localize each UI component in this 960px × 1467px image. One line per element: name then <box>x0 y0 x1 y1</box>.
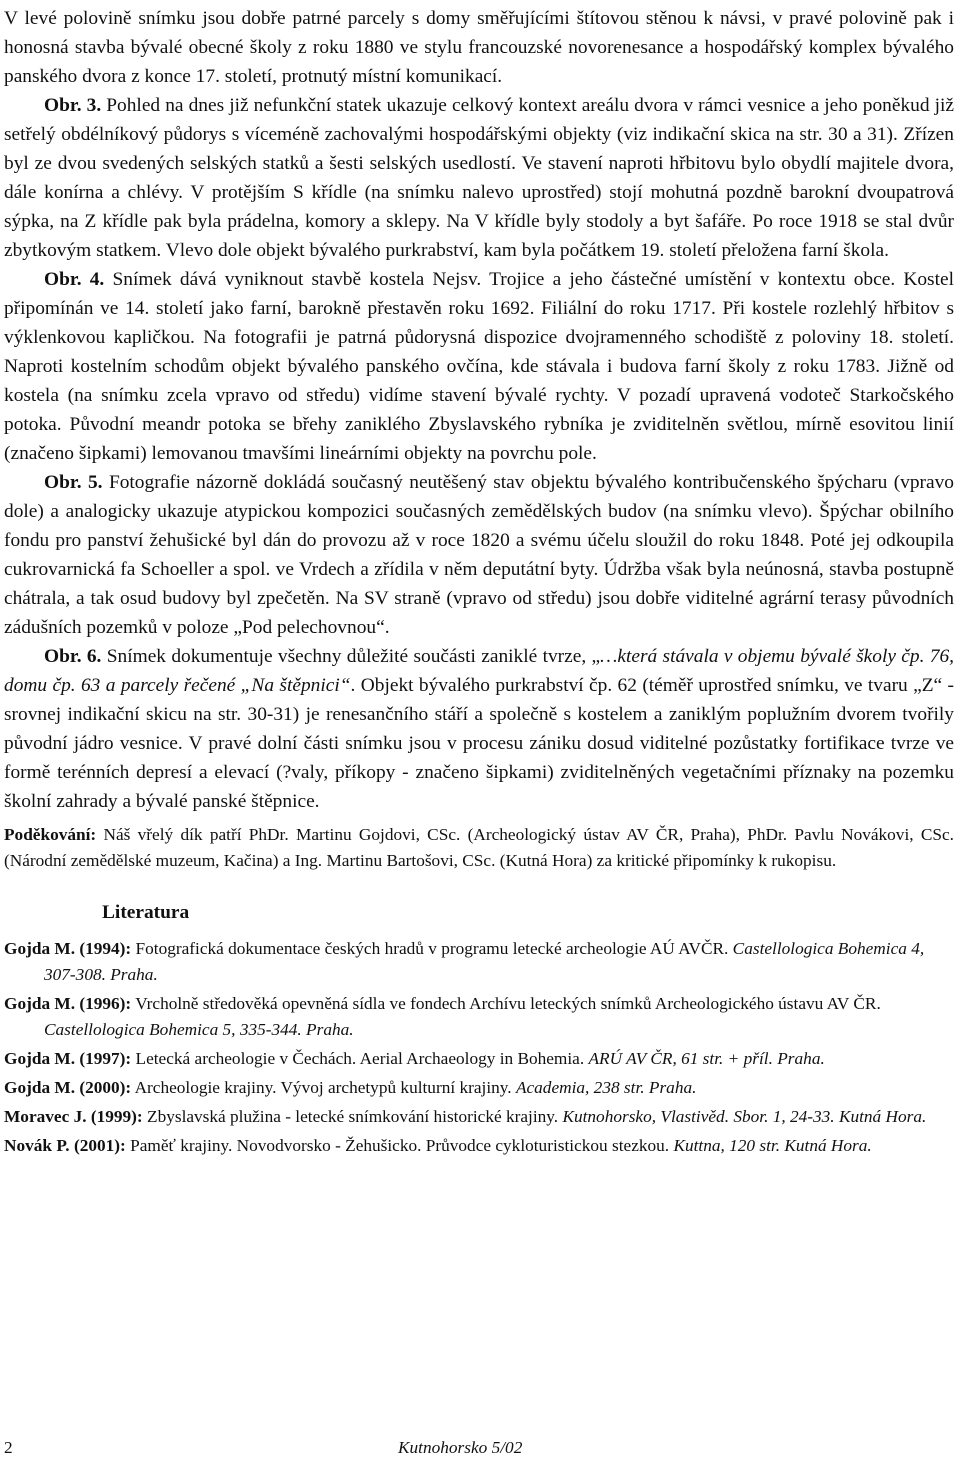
acknowledgement-text: Náš vřelý dík patří PhDr. Martinu Gojdovi, CSc. (Archeologický ústav AV ČR, Praha), PhDr. Pavlu Novákovi, CSc. (Národní zemědělské muzeum, Kačina) a Ing. Martinu Bartošovi, CSc. (Kutná Hora) za kritické připomínky k rukopisu. <box>4 825 954 870</box>
reference-source: Castellologica Bohemica 5, 335-344. Praha. <box>44 1020 354 1039</box>
reference-source: Kuttna, 120 str. Kutná Hora. <box>673 1136 872 1155</box>
acknowledgement <box>4 822 954 874</box>
obr6-quote: …která stávala v objemu bývalé školy čp. 76, domu čp. 63 a parcely řečené „Na štěpnici“ <box>4 646 955 696</box>
reference-author: Gojda M. (1997): <box>4 1049 132 1068</box>
reference-title: Letecká archeologie v Čechách. Aerial Archaeology in Bohemia. <box>131 1049 589 1068</box>
document-page <box>4 4 954 1162</box>
acknowledgement-label: Poděkování: <box>4 825 97 844</box>
reference-item <box>4 1046 954 1072</box>
obr6-label: Obr. 6. <box>44 646 102 667</box>
reference-item <box>4 991 954 1043</box>
obr5-text: Fotografie názorně dokládá současný neutěšený stav objektu bývalého kontribučenského špýcharu (vpravo dole) a analogicky ukazuje atypickou kompozici současných zemědělských budov (na snímku vlevo). Špýchar obilního fondu pro panství žehušické byl dán do provozu až v roce 1820 a svému účelu sloužil do roku 1848. Poté jej odkoupila cukrovarnická fa Schoeller a spol. ve Vrdech a zřídila v něm deputátní byty. Údržba však byla neúnosná, stavba postupně chátrala, a tak osud budovy byl zpečetěn. Na SV straně (vpravo od středu) jsou dobře viditelné agrární terasy původních zádušních pozemků v poloze „Pod pelechovnou“. <box>4 472 954 638</box>
obr4-paragraph <box>4 265 954 468</box>
reference-list <box>4 936 954 1159</box>
obr3-paragraph <box>4 91 954 265</box>
reference-author: Moravec J. (1999): <box>4 1107 143 1126</box>
obr6-text-before: Snímek dokumentuje všechny důležité součásti zaniklé tvrze, „ <box>101 646 601 667</box>
reference-item <box>4 1133 954 1159</box>
obr6-text-after: . Objekt bývalého purkrabství čp. 62 (téměř uprostřed snímku, ve tvaru „Z“ - srovnej indikační skicu na str. 30-31) je renesančního stáří a společně s kostelem a zaniklým poplužním dvorem tvořily původní jádro vesnice. V pravé dolní části snímku jsou v procesu zániku dosud viditelné pozůstatky fortifikace tvrze ve formě terénních depresí a elevací (?valy, příkopy - značeno šipkami) zviditelněných vegetačními příznaky na pozemku školní zahrady a bývalé panské štěpnice. <box>4 675 954 812</box>
intro-paragraph: V levé polovině snímku jsou dobře patrné parcely s domy směřujícími štítovou stěnou k návsi, v pravé polovině pak i honosná stavba bývalé obecné školy z roku 1880 ve stylu francouzské novorenesance a hospodářský komplex bývalého panského dvora z konce 17. století, protnutý místní komunikací. <box>4 8 954 87</box>
main-text <box>4 4 954 816</box>
reference-source: ARÚ AV ČR, 61 str. + příl. Praha. <box>588 1049 825 1068</box>
obr4-label: Obr. 4. <box>44 269 105 290</box>
obr5-paragraph <box>4 468 954 642</box>
reference-author: Gojda M. (2000): <box>4 1078 132 1097</box>
obr4-text: Snímek dává vyniknout stavbě kostela Nejsv. Trojice a jeho částečné umístění v kontextu obce. Kostel připomínán ve 14. století jako farní, barokně přestavěn roku 1692. Filiální do roku 1717. Při kostele rozlehlý hřbitov s výklenkovou kapličkou. Na fotografii je patrná půdorysná dispozice dvojramenného schodiště z poloviny 18. století. Naproti kostelním schodům objekt bývalého panského ovčína, kde stávala i budova farní školy z roku 1783. Jižně od kostela (na snímku zcela vpravo od středu) vidíme stavení bývalé rychty. V pozadí upravená vodoteč Starkočského potoka. Původní meandr potoka se břehy zaniklého Zbyslavského rybníka je zviditelněn světlou, mírně esovitou linií (značeno šipkami) lemovanou tmavšími lineárními objekty na povrchu pole. <box>4 269 954 464</box>
literature-heading: Literatura <box>102 902 190 923</box>
reference-item <box>4 1104 954 1130</box>
reference-source: Kutnohorsko, Vlastivěd. Sbor. 1, 24-33. Kutná Hora. <box>562 1107 927 1126</box>
reference-author: Novák P. (2001): <box>4 1136 126 1155</box>
journal-name: Kutnohorsko 5/02 <box>398 1438 523 1457</box>
reference-title: Fotografická dokumentace českých hradů v programu letecké archeologie AÚ AVČR. <box>131 939 733 958</box>
reference-item <box>4 936 954 988</box>
reference-title: Zbyslavská plužina - letecké snímkování historické krajiny. <box>142 1107 563 1126</box>
reference-author: Gojda M. (1996): <box>4 994 132 1013</box>
obr3-text: Pohled na dnes již nefunkční statek ukazuje celkový kontext areálu dvora v rámci vesnice a jeho poněkud již setřelý obdélníkový půdorys s víceméně zachovalými hospodářskými objekty (viz indikační skica na str. 30 a 31). Zřízen byl ze dvou svedených selských statků a šesti selských usedlostí. Ve stavení naproti hřbitovu bylo obydlí majitele dvora, dále konírna a chlévy. V protějším S křídle (na snímku nalevo uprostřed) stojí mohutná pozdně barokní dvoupatrová sýpka, na Z křídle pak byla prádelna, komory a sklepy. Na V křídle byly stodoly a byt šafáře. Po roce 1918 se stal dvůr zbytkovým statkem. Vlevo dole objekt bývalého purkrabství, kam byla počátkem 19. století přeložena farní škola. <box>4 95 954 261</box>
reference-title: Vrcholně středověká opevněná sídla ve fondech Archívu leteckých snímků Archeologického ústavu AV ČR. <box>131 994 881 1013</box>
reference-item <box>4 1075 954 1101</box>
reference-author: Gojda M. (1994): <box>4 939 132 958</box>
reference-source: Academia, 238 str. Praha. <box>515 1078 697 1097</box>
reference-source: Castellologica Bohemica 4, 307-308. Praha. <box>44 939 925 984</box>
page-footer <box>4 1438 954 1464</box>
reference-title: Archeologie krajiny. Vývoj archetypů kulturní krajiny. <box>131 1078 516 1097</box>
reference-title: Paměť krajiny. Novodvorsko - Žehušicko. Průvodce cykloturistickou stezkou. <box>125 1136 674 1155</box>
page-number: 2 <box>4 1438 13 1457</box>
obr5-label: Obr. 5. <box>44 472 103 493</box>
obr6-paragraph <box>4 642 954 816</box>
obr3-label: Obr. 3. <box>44 95 102 116</box>
